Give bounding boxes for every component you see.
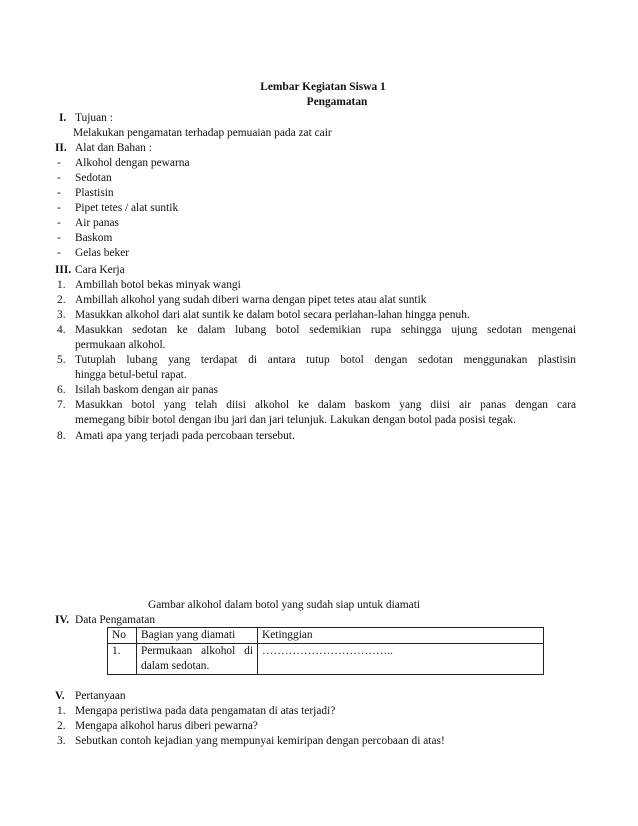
list-item: - Air panas [55, 216, 576, 231]
step-item: 4. Masukkan sedotan ke dalam lubang botol sedemikian rupa sehingga ujung sedotan mengenai permukaan alkohol. [57, 324, 576, 352]
section-data-pengamatan [55, 613, 576, 628]
section-number: II. [55, 142, 67, 154]
list-item: - Pipet tetes / alat suntik [55, 201, 576, 216]
section-number: III. [55, 264, 72, 276]
column-header: Ketinggian [258, 628, 544, 644]
worksheet-title: Lembar Kegiatan Siswa 1 [260, 81, 386, 93]
bullet: - [57, 187, 61, 200]
section-heading: Alat dan Bahan : [75, 142, 152, 154]
section-alat-bahan [55, 141, 576, 261]
bullet: - [57, 202, 61, 215]
section-number: I. [59, 112, 67, 124]
step-item: 6. Isilah baskom dengan air panas [57, 384, 218, 397]
step-item: 3. Masukkan alkohol dari alat suntik ke dalam botol secara perlahan-lahan hingga penuh. [57, 309, 470, 322]
question-item: 3. Sebutkan contoh kejadian yang mempunyai kemiripan dengan percobaan di atas! [57, 735, 445, 748]
list-item: - Gelas beker [55, 246, 576, 261]
question-item: 2. Mengapa alkohol harus diberi pewarna? [57, 720, 258, 733]
section-heading: Pertanyaan [75, 690, 126, 702]
image-caption: Gambar alkohol dalam botol yang sudah siap untuk diamati [148, 599, 421, 611]
observation-table [107, 627, 544, 675]
section-heading: Data Pengamatan [75, 614, 156, 626]
section-text: Melakukan pengamatan terhadap pemuaian pada zat cair [73, 127, 332, 140]
column-header: Bagian yang diamati [137, 628, 258, 644]
step-item: 2. Ambillah alkohol yang sudah diberi warna dengan pipet tetes atau alat suntik [57, 294, 427, 307]
step-item: 1. Ambillah botol bekas minyak wangi [57, 279, 241, 292]
table-cell: 1. [108, 644, 137, 675]
list-item: - Sedotan [55, 171, 576, 186]
table-row [108, 644, 544, 675]
bullet: - [57, 217, 61, 230]
table-header-row [108, 628, 544, 644]
list-item: - Alkohol dengan pewarna [55, 156, 576, 171]
section-tujuan [55, 111, 576, 141]
worksheet-subtitle: Pengamatan [306, 96, 368, 108]
section-heading: Tujuan : [75, 112, 113, 124]
bullet: - [57, 232, 61, 245]
column-header: No [108, 628, 137, 644]
section-number: IV. [55, 614, 70, 626]
bullet: - [57, 172, 61, 185]
list-item: - Baskom [55, 231, 576, 246]
table-cell-input: …………………………….. [258, 644, 544, 675]
section-pertanyaan [55, 689, 576, 749]
table-cell: Permukaan alkohol di dalam sedotan. [137, 644, 258, 675]
bullet: - [57, 247, 61, 260]
section-heading: Cara Kerja [75, 264, 125, 276]
step-item: 5. Tutuplah lubang yang terdapat di antara tutup botol dengan sedotan menggunakan plastisin hingga betul-betul rapat. [57, 354, 576, 382]
section-number: V. [55, 690, 65, 702]
step-item: 7. Masukkan botol yang telah diisi alkohol ke dalam baskom yang diisi air panas dengan cara memegang bibir botol dengan ibu jari dan jari telunjuk. Lakukan dengan botol pada posisi tegak. [57, 399, 576, 427]
section-cara-kerja [55, 263, 576, 444]
list-item: - Plastisin [55, 186, 576, 201]
question-item: 1. Mengapa peristiwa pada data pengamatan di atas terjadi? [57, 705, 336, 718]
bullet: - [57, 157, 61, 170]
step-item: 8. Amati apa yang terjadi pada percobaan tersebut. [57, 429, 295, 442]
